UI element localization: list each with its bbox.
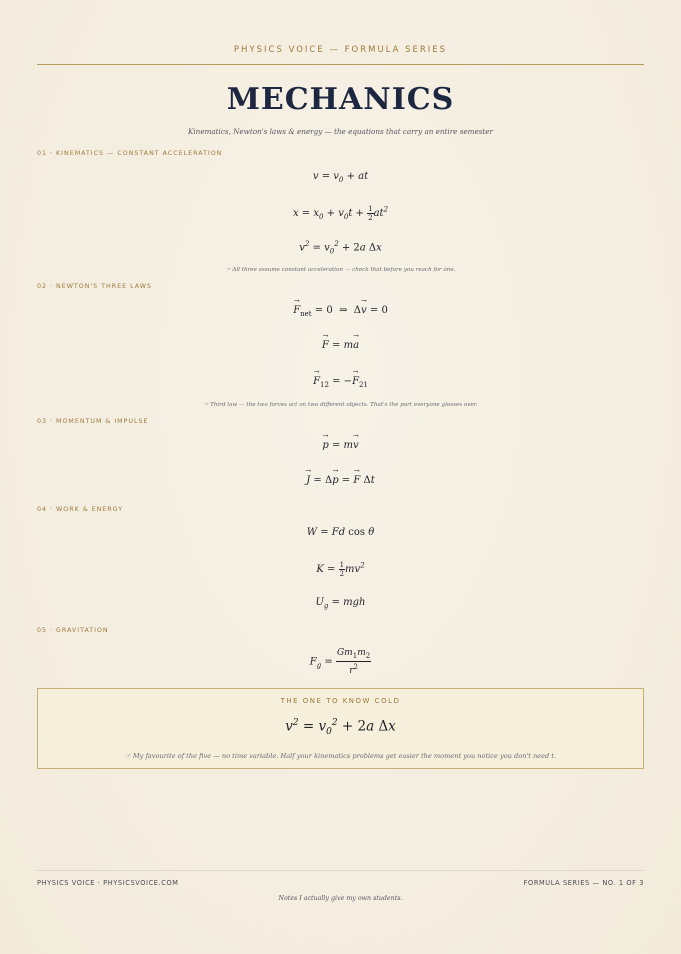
equation-third-law: → $F_{12}$ = −→ $F_{21}$ <box>0 376 681 389</box>
equation-velocity-squared: $v^2 = v_0^2 + 2a$ Δx <box>299 240 382 256</box>
highlight-label: THE ONE TO KNOW COLD <box>280 697 401 705</box>
series-title: PHYSICS VOICE — FORMULA SERIES <box>233 45 448 55</box>
section-label-kinematics: 01 · KINEMATICS — CONSTANT ACCELERATION <box>37 150 223 157</box>
highlight-note: ☞ My favourite of the five — no time variable. Half your kinematics problems get easier the moment you notice you don't need t. <box>124 752 557 760</box>
equation-velocity: $v = v_0$ + at <box>312 171 369 184</box>
section-label-work-energy: 04 · WORK & ENERGY <box>37 506 124 513</box>
section-label-momentum: 03 · MOMENTUM & IMPULSE <box>37 418 149 425</box>
equation-second-law: → F = m→ a <box>0 340 681 351</box>
footer-series-number: FORMULA SERIES — NO. 1 OF 3 <box>523 879 644 887</box>
section-label-gravitation: 05 · GRAVITATION <box>37 627 109 634</box>
section-note-newton: ☞ Third law — the two forces act on two different objects. That's the part everyone glosses over. <box>203 402 478 408</box>
section-note-kinematics: ☞ All three assume constant acceleration — check that before you reach for one. <box>225 267 456 273</box>
equation-momentum: → p = m→ v <box>0 440 681 451</box>
equation-work: W = Fd cos θ <box>306 527 375 538</box>
page-title: MECHANICS <box>226 82 455 117</box>
equation-impulse: → J = Δ→ p = → F Δt <box>0 475 681 486</box>
footer-site: PHYSICS VOICE · PHYSICSVOICE.COM <box>37 879 179 887</box>
highlight-equation: $v^2 = v_0^2 + 2a$ Δx <box>285 718 396 738</box>
equation-kinetic-energy: K = $\frac{1}{2}$ $mv^2$ <box>316 561 365 578</box>
equation-potential-energy: $U_g$ = mgh <box>315 597 366 610</box>
footer-divider <box>37 870 644 871</box>
footer-note: Notes I actually give my own students. <box>278 895 403 902</box>
header-divider <box>37 64 644 65</box>
equation-gravitation: $F_g$ = $\frac{Gm_1m_2}{r^2}$ <box>309 648 371 676</box>
equation-position: $x = x_0 + v_0t$ + $\frac{1}{2}$ $at^2$ <box>292 205 389 222</box>
page-subtitle: Kinematics, Newton's laws & energy — the equations that carry an entire semester <box>188 127 493 136</box>
equation-first-law: → $F_{net} = 0$ ⇒ Δ→ v = 0 <box>0 305 681 318</box>
section-label-newton: 02 · NEWTON'S THREE LAWS <box>37 283 152 290</box>
